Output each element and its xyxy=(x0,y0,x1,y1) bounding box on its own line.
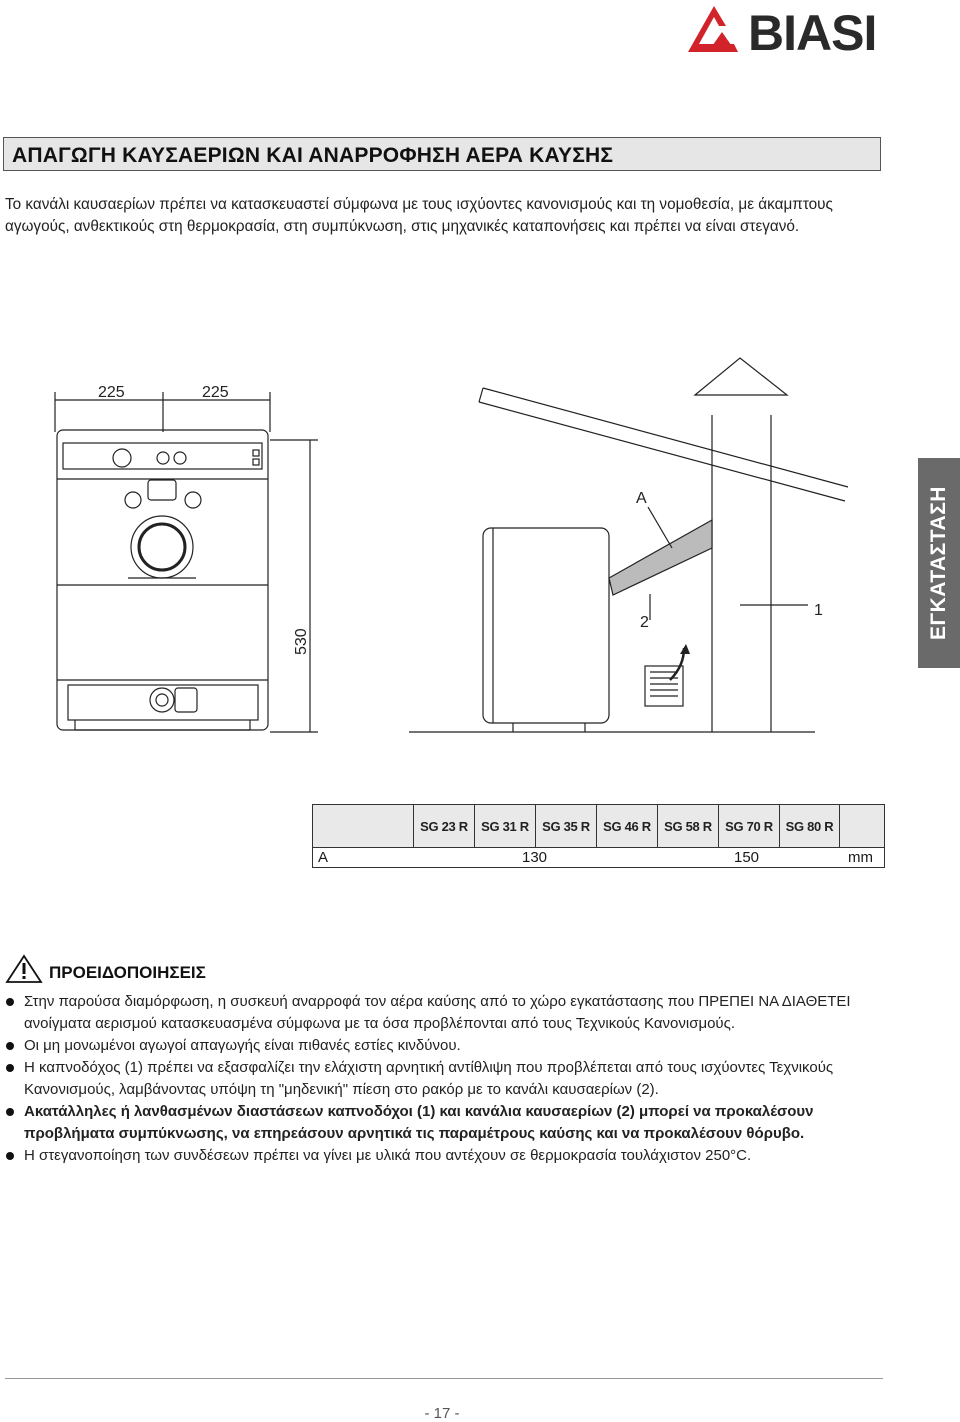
model-sg35r: SG 35 R xyxy=(535,805,596,847)
installation-diagram xyxy=(0,350,900,750)
row-label: A xyxy=(318,849,329,866)
list-item: Ακατάλληλες ή λανθασμένων διαστάσεων καπνοδόχοι (1) και κανάλια καυσαερίων (2) μπορεί να προκαλέσουν προβλήματα συμπύκνωσης, να επηρεάσουν αρνητικά τις παραμέτρους καύσης και να προκαλέσουν θόρυβο. xyxy=(5,1101,883,1145)
unit: mm xyxy=(848,849,873,866)
warning-triangle-icon xyxy=(5,954,43,984)
model-sg80r: SG 80 R xyxy=(779,805,840,847)
model-sg23r: SG 23 R xyxy=(413,805,474,847)
side-tab xyxy=(918,458,960,668)
warnings-header xyxy=(5,954,206,984)
dim-225-left: 225 xyxy=(98,384,125,401)
label-a: A xyxy=(636,490,647,507)
label-1: 1 xyxy=(814,602,823,619)
model-sg70r: SG 70 R xyxy=(718,805,779,847)
model-sg31r: SG 31 R xyxy=(474,805,535,847)
label-2: 2 xyxy=(640,614,649,631)
side-tab-label: ΕΓΚΑΤΑΣΤΑΣΗ xyxy=(927,486,950,640)
brand-name: BIASI xyxy=(748,5,877,54)
list-item: Οι μη μονωμένοι αγωγοί απαγωγής είναι πιθανές εστίες κινδύνου. xyxy=(5,1035,883,1057)
warnings-list xyxy=(5,991,883,1167)
dim-225-right: 225 xyxy=(202,384,229,401)
section-title: ΑΠΑΓΩΓΗ ΚΑΥΣΑΕΡΙΩΝ ΚΑΙ ΑΝΑΡΡΟΦΗΣΗ ΑΕΡΑ ΚΑΥΣΗΣ xyxy=(12,144,614,167)
page-number: - 17 - xyxy=(424,1405,460,1422)
list-item: Η καπνοδόχος (1) πρέπει να εξασφαλίζει την ελάχιστη αρνητική αντίθλιψη που προβλέπεται από τους ισχύοντες Τεχνικούς Κανονισμούς, λαμβάνοντας υπόψη τη "μηδενική" πίεση στο ρακόρ με το κανάλι καυσαερίων (2). xyxy=(5,1057,883,1101)
value-130: 130 xyxy=(522,849,548,866)
dimensions-table xyxy=(312,804,885,868)
value-150: 150 xyxy=(734,849,760,866)
footer-divider xyxy=(5,1378,883,1379)
model-sg58r: SG 58 R xyxy=(657,805,718,847)
warnings-title: ΠΡΟΕΙΔΟΠΟΙΗΣΕΙΣ xyxy=(49,963,206,982)
list-item: Η στεγανοποίηση των συνδέσεων πρέπει να γίνει με υλικά που αντέχουν σε θερμοκρασία τουλάχιστον 250°C. xyxy=(5,1145,883,1167)
intro-paragraph: Το κανάλι καυσαερίων πρέπει να κατασκευαστεί σύμφωνα με τους ισχύοντες κανονισμούς και τη νομοθεσία, με άκαμπτους αγωγούς, ανθεκτικούς στη θερμοκρασία, στη συμπύκνωση, στις μηχανικές καταπονήσεις και πρέπει να είναι στεγανό. xyxy=(5,196,833,235)
biasi-logo xyxy=(686,4,886,54)
list-item: Στην παρούσα διαμόρφωση, η συσκευή αναρροφά τον αέρα καύσης από το χώρο εγκατάστασης που ΠΡΕΠΕΙ ΝΑ ΔΙΑΘΕΤΕΙ ανοίγματα αερισμού κατασκευασμένα σύμφωνα με τα όσα προβλέπονται από τους Τεχνικούς Κανονισμούς. xyxy=(5,991,883,1035)
table-row xyxy=(312,848,885,868)
model-sg46r: SG 46 R xyxy=(596,805,657,847)
table-header xyxy=(312,804,885,848)
dim-530: 530 xyxy=(293,628,310,655)
section-title-box xyxy=(3,137,881,171)
